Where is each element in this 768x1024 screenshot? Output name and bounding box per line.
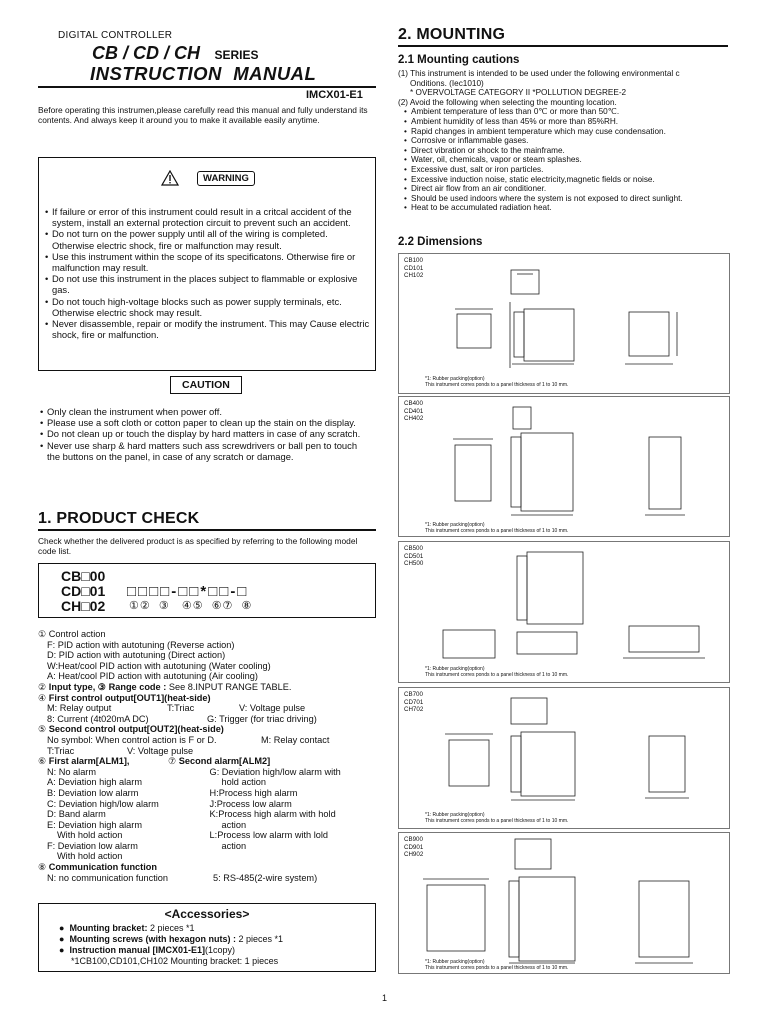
dimension-drawing [399,254,729,393]
warning-box [38,157,376,371]
dimension-panel-4 [398,687,730,829]
title-rule [38,86,376,88]
list-item: • Corrosive or inflammable gases. [404,136,728,146]
accessories-box [38,903,376,972]
panel-models: CB700 CD701 CH702 [404,691,424,713]
dimension-drawing [399,833,729,973]
list-item: No symbol: When control action is F or D. [47,734,217,745]
list-item: • Rapid changes in ambient temperature which may cuse condensation. [404,127,728,137]
list-item: N: No alarm [47,766,97,777]
panel-models: CB900 CD901 CH902 [404,836,424,858]
list-item: T:Triac [47,745,75,756]
list-item: V: Voltage pulse [127,745,194,756]
dimension-panel-3 [398,541,730,683]
panel-note: *1: Rubber packing(option) This instrument corres ponds to a panel thickness of 1 to 10 mm. [425,959,569,971]
dimensions-title: 2.2 Dimensions [398,236,483,248]
code-numbers: ①② ③ ④⑤ ⑥⑦ ⑧ [129,600,253,612]
control-title: Control action [48,629,106,639]
accessory-manual: Instruction manual [IMCX01-E1] [69,945,205,955]
code-legend [38,629,376,883]
list-item: N: no communication function [47,872,169,883]
bullet-icon: ● [59,923,70,933]
bullet-icon: ● [59,945,70,955]
circled-number: ⑤ [38,724,49,735]
list-item: • Please use a soft cloth or cotton paper to clean up the stain on the display. [40,417,370,428]
list-item: E: Deviation high alarm [47,819,142,830]
series-model: CB / CD / CH [92,43,200,63]
circled-number: ① [38,629,49,639]
series-title [92,43,258,64]
model-code-box [38,563,376,618]
list-item: • Do not touch high-voltage blocks such as power supply terminals, etc. Otherwise electric shock may result. [45,296,371,318]
list-item: • Use this instrument within the scope of its specificatons. Otherwise fire or malfunction may result. [45,251,371,273]
list-item: M: Relay contact [261,734,330,745]
dimension-drawing [399,688,729,828]
panel-note: *1: Rubber packing(option) This instrument corres ponds to a panel thickness of 1 to 10 mm. [425,812,569,824]
code-pattern: □□□□-□□*□□-□ [127,583,249,600]
list-item: H:Process high alarm [209,787,298,798]
list-item: F: PID action with autotuning (Reverse action) [47,639,235,650]
list-item: • Excessive dust, salt or iron particles. [404,165,728,175]
list-item: action [221,840,247,851]
caution-line: Onditions. (Iec1010) [410,78,484,88]
list-item: • Excessive induction noise, static electricity,magnetic fields or noise. [404,175,728,185]
list-item: With hold action [57,830,123,841]
product-check-intro: Check whether the delivered product is as specified by referring to the following model code list. [38,536,358,556]
list-item: • If failure or error of this instrument could result in a critcal accident of the system, install an external protection circuit to prevent such an accident. [45,206,371,228]
circled-number: ⑧ [38,862,49,873]
list-item: 8: Current (4t020mA DC) [47,713,149,724]
caution-line: * OVERVOLTAGE CATEGORY II *POLLUTION DEGREE-2 [410,88,627,98]
model-cd: CD□01 [61,583,106,599]
model-ch: CH□02 [61,598,106,614]
list-item: A: Heat/cool PID action with autotuning (Air cooling) [47,671,258,682]
bullet-icon: ● [59,934,70,944]
list-item: C: Deviation high/low alarm [47,798,159,809]
dimension-panel-2 [398,396,730,537]
list-item: • Never use sharp & hard matters such ass screwdrivers or ball pen to touch the buttons on the panel, in case of any scratch or damage. [40,440,370,462]
dimension-drawing [399,542,729,682]
accessory-bracket-qty: 2 pieces *1 [147,923,195,933]
accessory-screws-qty: 2 pieces *1 [235,934,283,944]
warning-list [45,206,371,340]
input-range-title: Input type, ③ Range code : [48,681,167,692]
mounting-cautions [398,69,728,213]
dimension-panel-1 [398,253,730,394]
list-item: W:Heat/cool PID action with autotuning (Water cooling) [47,660,271,671]
list-item: • Water, oil, chemicals, vapor or steam splashes. [404,155,728,165]
list-item: G: Deviation high/low alarm with [209,766,341,777]
list-item: T:Triac [167,703,195,714]
doc-code: IMCX01-E1 [306,89,363,101]
list-item: • Do not turn on the power supply until all of the wiring is completed. Otherwise electric shock, fire or malfunction may result. [45,228,371,250]
product-check-heading: 1. PRODUCT CHECK [38,510,376,531]
list-item: L:Process low alarm with lold [209,830,329,841]
out1-title: First control output[OUT1](heat-side) [48,692,211,703]
accessories-title: <Accessories> [164,907,250,921]
panel-note: *1: Rubber packing(option) This instrument corres ponds to a panel thickness of 1 to 10 mm. [425,376,569,388]
mounting-heading: 2. MOUNTING [398,26,728,47]
list-item: hold action [221,777,266,788]
list-item: • Ambient humidity of less than 45% or more than 85%RH. [404,117,728,127]
list-item: • Direct air flow from an air conditioner. [404,184,728,194]
caution-list [40,406,370,462]
list-item: G: Trigger (for triac driving) [207,713,317,724]
list-item: F: Deviation low alarm [47,840,138,851]
mounting-cautions-title: 2.1 Mounting cautions [398,54,520,66]
comm-title: Communication function [48,862,157,873]
list-item: J:Process low alarm [209,798,292,809]
circled-number: ⑥ [38,756,49,767]
list-item: V: Voltage pulse [239,703,306,714]
panel-models: CB400 CD401 CH402 [404,400,424,422]
caution-line: (1) This instrument is intended to be used under the following environmental c [398,69,680,78]
list-item: M: Relay output [47,703,112,714]
list-item: • Never disassemble, repair or modify the instrument. This may Cause electric shock, fire or malfunction. [45,318,371,340]
panel-note: *1: Rubber packing(option) This instrument corres ponds to a panel thickness of 1 to 10 mm. [425,522,569,534]
model-cb: CB□00 [61,568,106,584]
list-item: B: Deviation low alarm [47,787,139,798]
panel-models: CB100 CD101 CH102 [404,257,424,279]
warning-label: WARNING [197,171,255,186]
list-item: • Ambient temperature of less than 0℃ or more than 50℃. [404,107,728,117]
panel-note: *1: Rubber packing(option) This instrument corres ponds to a panel thickness of 1 to 10 mm. [425,666,569,678]
list-item: D: Band alarm [47,809,106,820]
alarm2-title: Second alarm[ALM2] [178,756,271,767]
warning-icon [161,170,179,191]
list-item: • Heat to be accumulated radiation heat. [404,203,728,213]
list-item: • Do not use this instrument in the places subject to flammable or explosive gas. [45,273,371,295]
intro-text: Before operating this instrumen,please carefully read this manual and fully understand its contents. And always keep it around you to make it available easily anytime. [38,105,368,125]
page-number: 1 [382,993,388,1003]
alarm1-title: First alarm[ALM1], [48,756,130,767]
accessory-manual-qty: (1copy) [204,945,235,955]
circled-number: ⑦ [168,756,179,767]
list-item: • Direct vibration or shock to the mainframe. [404,146,728,156]
accessory-bracket: Mounting bracket: [69,923,148,933]
dimension-panel-5 [398,832,730,974]
list-item: action [221,819,247,830]
list-item: • Should be used indoors where the system is not exposed to direct sunlight. [404,194,728,204]
list-item: • Do not clean up or touch the display by hard matters in case of any scratch. [40,428,370,439]
circled-number: ② [38,681,49,692]
list-item: • Only clean the instrument when power off. [40,406,370,417]
accessories-note: *1CB100,CD101,CH102 Mounting bracket: 1 pieces [71,956,279,966]
accessory-screws: Mounting screws (with hexagon nuts) : [69,934,236,944]
dimension-drawing [399,397,729,536]
list-item: A: Deviation high alarm [47,777,142,788]
list-item: D: PID action with autotuning (Direct action) [47,650,226,661]
manual-title: INSTRUCTION MANUAL [90,63,317,84]
list-item: 5: RS-485(2-wire system) [213,872,318,883]
panel-models: CB500 CD501 CH500 [404,545,424,567]
list-item: K:Process high alarm with hold [209,809,336,820]
circled-number: ④ [38,692,49,703]
brand-label: DIGITAL CONTROLLER [58,30,173,41]
out2-title: Second control output[OUT2](heat-side) [48,724,224,735]
series-word: SERIES [214,48,259,62]
caution-line: (2) Avoid the following when selecting the mounting location. [398,97,617,107]
input-range-note: See 8.INPUT RANGE TABLE. [168,681,292,692]
caution-label: CAUTION [170,376,242,394]
list-item: With hold action [57,851,123,862]
